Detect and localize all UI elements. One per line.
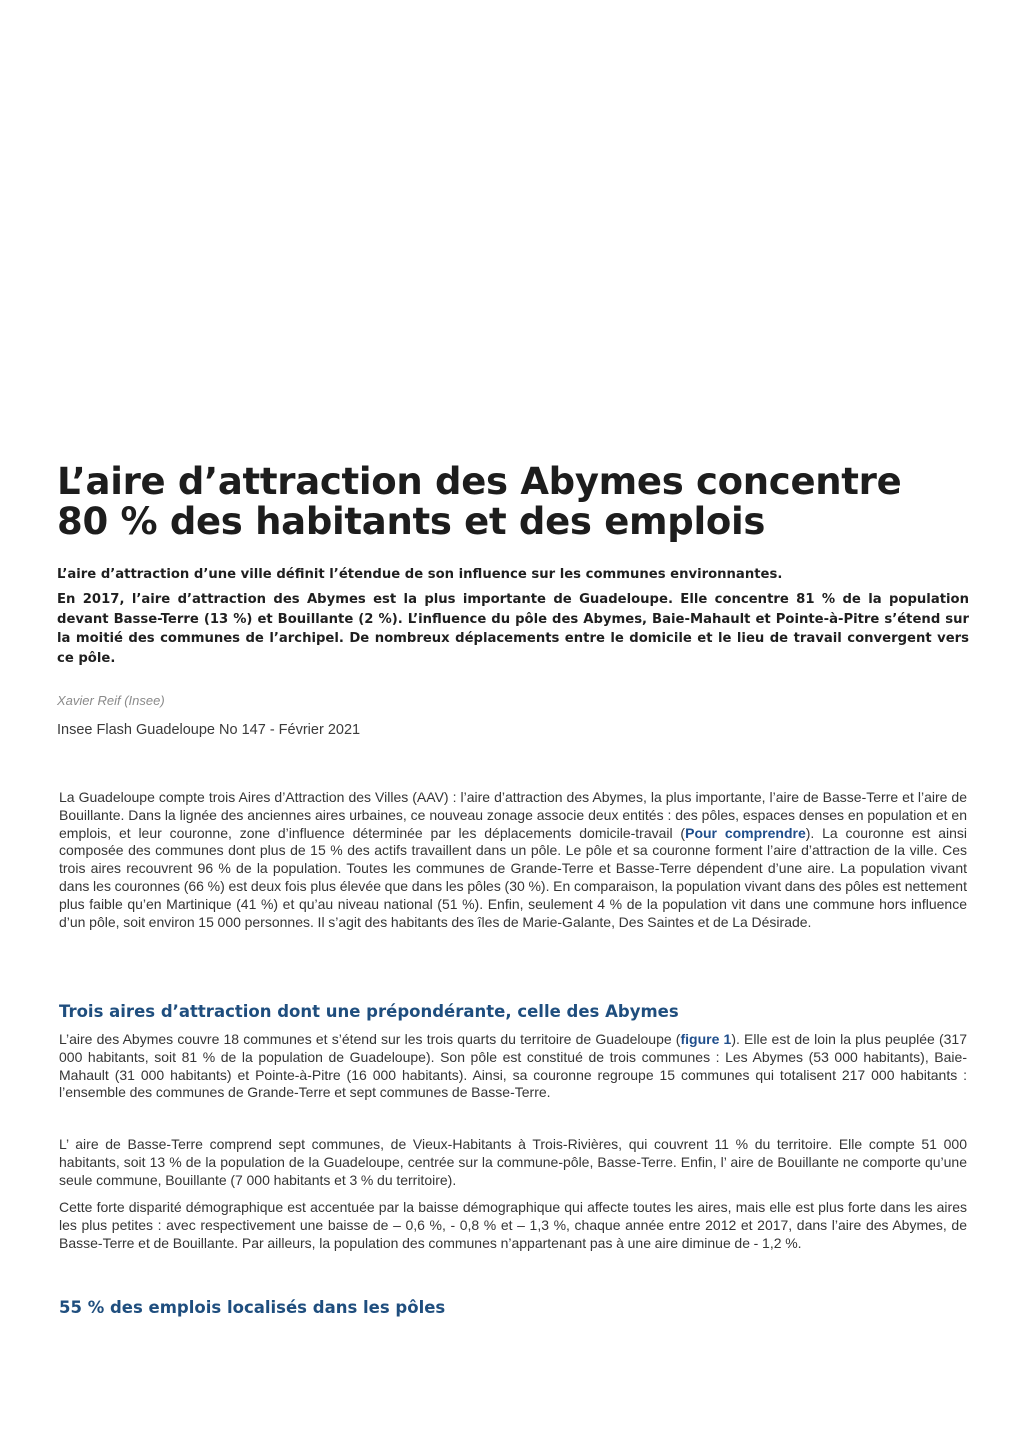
title-line-2: 80 % des habitants et des emplois: [57, 500, 766, 543]
abymes-text-end: ). Elle est de loin la plus peuplée (317 000 habitants, soit 81 % de la population de Guadeloupe). Son pôle est constitué de trois communes : Les Abymes (53 000 habitants), Baie-Mahault (31 000 habitants) et Pointe-à-Pitre (16 000 habitants). Ainsi, sa couronne regroupe 15 communes qui totalisent 217 000 habitants : l’ensemble des communes de Grande-Terre et sept communes de Basse-Terre.: [59, 1031, 967, 1101]
title-line-1: L’aire d’attraction des Abymes concentre: [57, 460, 902, 503]
pour-comprendre-link[interactable]: Pour comprendre: [685, 824, 806, 841]
intro-paragraph: [59, 789, 967, 931]
publication-source: Insee Flash Guadeloupe No 147 - Février 2021: [57, 722, 361, 738]
intro-text-end: ). La couronne est ainsi composée des communes dont plus de 15 % des actifs travaillent dans un pôle. Le pôle et sa couronne forment l’aire d’attraction de la ville. Ces trois aires recouvrent 96 % de la population. Toutes les communes de Grande-Terre et Basse-Terre dépendent d’une aire. La population vivant dans les couronnes (66 %) est deux fois plus élevée que dans les pôles (30 %). En comparaison, la population vivant dans des pôles est nettement plus faible qu’en Martinique (41 %) et qu’au niveau national (51 %). Enfin, seulement 4 % de la population vit dans une commune hors influence d’un pôle, soit environ 15 000 personnes. Il s’agit des habitants des îles de Marie-Galante, Des Saintes et de La Désirade.: [59, 824, 967, 930]
lede-definition: L’aire d’attraction d’une ville définit l’étendue de son influence sur les communes environnantes.: [57, 567, 783, 582]
abymes-paragraph: [59, 1031, 967, 1102]
basse-terre-paragraph: L’ aire de Basse-Terre comprend sept communes, de Vieux-Habitants à Trois-Rivières, qui couvrent 11 % du territoire. Elle compte 51 000 habitants, soit 13 % de la population de la Guadeloupe, centrée sur la commune-pôle, Basse-Terre. Enfin, l’ aire de Bouillante ne comporte qu’une seule commune, Bouillante (7 000 habitants et 3 % du territoire).: [59, 1136, 967, 1188]
intro-text-start: La Guadeloupe compte trois Aires d’Attraction des Villes (AAV) : l’aire d’attraction des Abymes, la plus importante, l’aire de Basse-Terre et l’aire de Bouillante. Dans la lignée des anciennes aires urbaines, ce nouveau zonage associe deux entités : des pôles, espaces denses en population et en emplois, et leur couronne, zone d’influence déterminée par les déplacements domicile-travail (: [59, 789, 967, 841]
section-heading-emplois: 55 % des emplois localisés dans les pôles: [59, 1298, 446, 1317]
demography-paragraph: Cette forte disparité démographique est accentuée par la baisse démographique qui affecte toutes les aires, mais elle est plus forte dans les aires les plus petites : avec respectivement une baisse de – 0,6 %, - 0,8 % et – 1,3 %, chaque année entre 2012 et 2017, dans l’aire des Abymes, de Basse-Terre et de Bouillante. Par ailleurs, la population des communes n’appartenant pas à une aire diminue de - 1,2 %.: [59, 1199, 967, 1251]
author-byline: Xavier Reif (Insee): [57, 693, 165, 708]
section-heading-aires: Trois aires d’attraction dont une prépondérante, celle des Abymes: [59, 1002, 679, 1021]
abymes-text-start: L’aire des Abymes couvre 18 communes et s’étend sur les trois quarts du territoire de Guadeloupe (: [59, 1031, 681, 1047]
figure-1-link[interactable]: figure 1: [680, 1031, 732, 1047]
lede-summary: En 2017, l’aire d’attraction des Abymes est la plus importante de Guadeloupe. Elle concentre 81 % de la population devant Basse-Terre (13 %) et Bouillante (2 %). L’influence du pôle des Abymes, Baie-Mahault et Pointe-à-Pitre s’étend sur la moitié des communes de l’archipel. De nombreux déplacements entre le domicile et le lieu de travail convergent vers ce pôle.: [57, 592, 969, 666]
article-title: [57, 462, 977, 542]
